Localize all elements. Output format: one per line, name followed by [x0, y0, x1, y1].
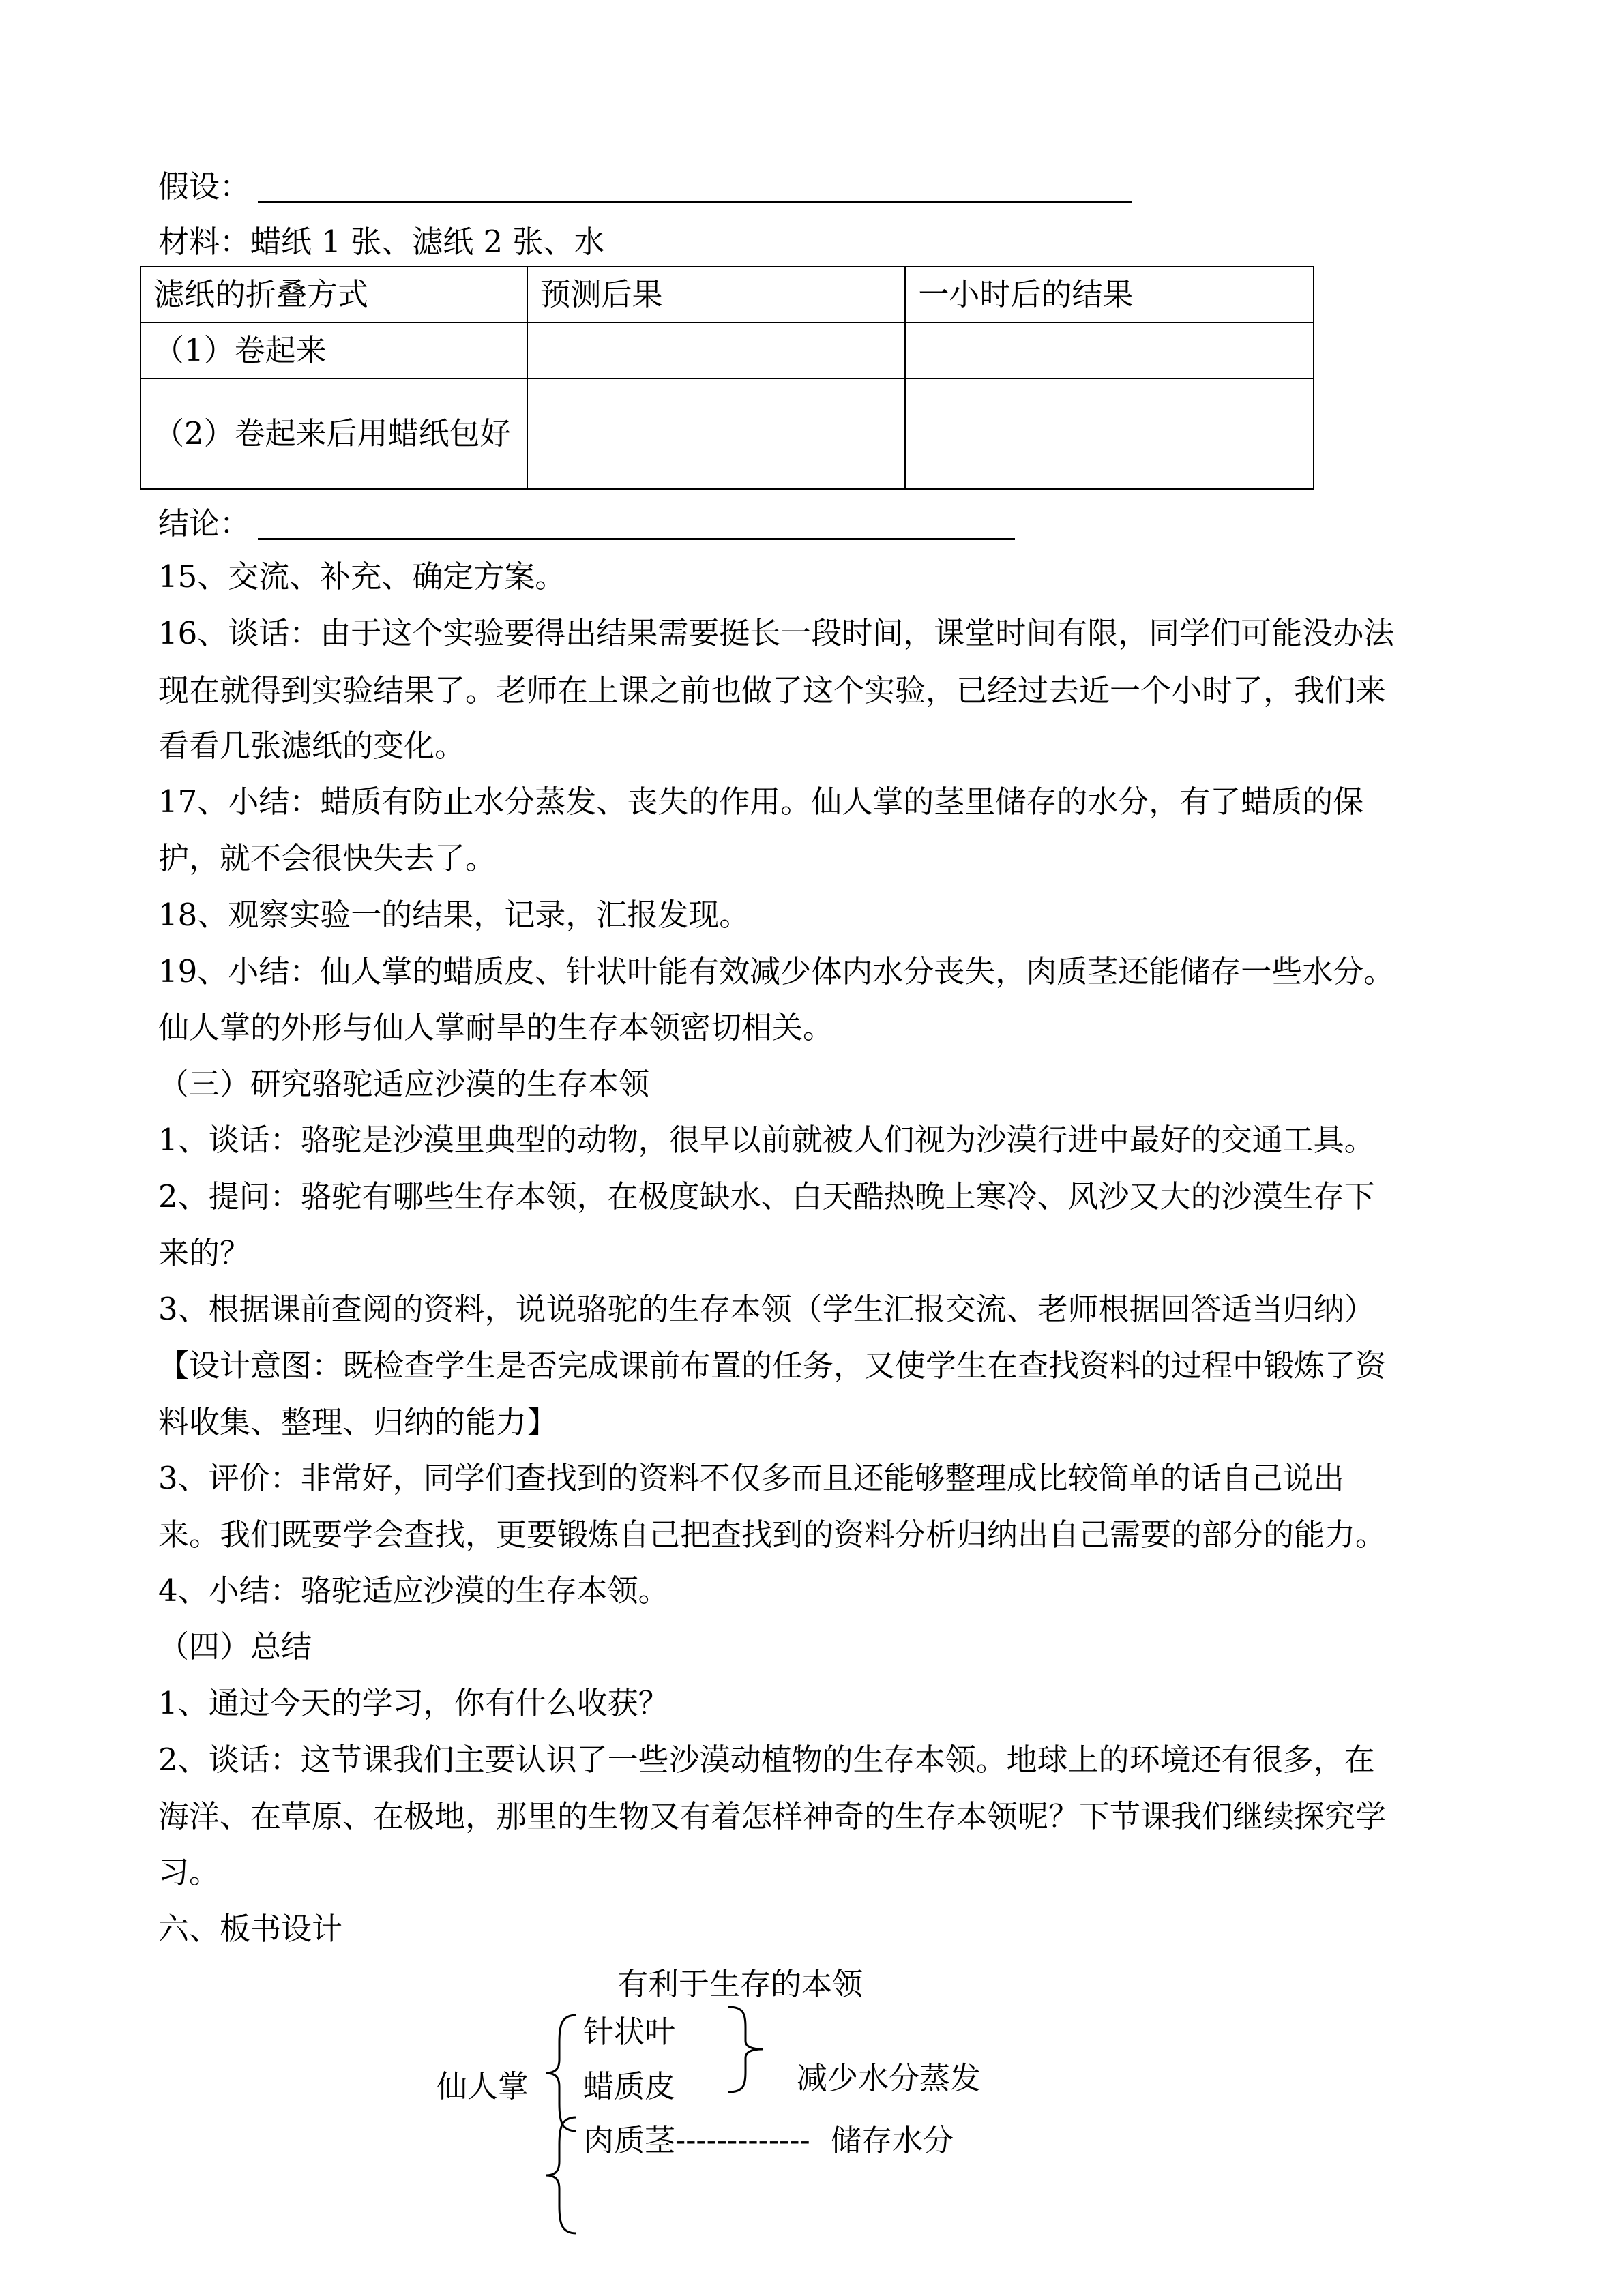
paragraph-line: 17、小结：蜡质有防止水分蒸发、丧失的作用。仙人掌的茎里储存的水分，有了蜡质的保 — [158, 784, 1364, 820]
section-heading: （三）研究骆驼适应沙漠的生存本领 — [158, 1066, 650, 1102]
board-item-waxy-skin: 蜡质皮 — [583, 2068, 676, 2104]
conclusion-label: 结论： — [158, 505, 251, 541]
paragraph-line: 海洋、在草原、在极地，那里的生物又有着怎样神奇的生存本领呢？下节课我们继续探究学 — [158, 1798, 1387, 1834]
section-heading: 六、板书设计 — [158, 1911, 343, 1947]
paragraph-line: 习。 — [158, 1854, 220, 1890]
section-heading: （四）总结 — [158, 1628, 312, 1665]
paragraph-line: 现在就得到实验结果了。老师在上课之前也做了这个实验，已经过去近一个小时了，我们来 — [158, 672, 1387, 709]
paragraph-line: 来。我们既要学会查找，更要锻炼自己把查找到的资料分析归纳出自己需要的部分的能力。 — [158, 1517, 1387, 1553]
paragraph-line: 19、小结：仙人掌的蜡质皮、针状叶能有效减少体内水分丧失，肉质茎还能储存一些水分。 — [158, 953, 1395, 989]
table-header-cell: 预测后果 — [527, 267, 906, 323]
conclusion-blank — [258, 538, 1015, 540]
hypothesis-label: 假设： — [158, 168, 251, 205]
paragraph-line: 2、提问：骆驼有哪些生存本领，在极度缺水、白天酷热晚上寒冷、风沙又大的沙漠生存下 — [158, 1178, 1375, 1214]
table-header-cell: 一小时后的结果 — [905, 267, 1314, 323]
paragraph-line: 看看几张滤纸的变化。 — [158, 728, 466, 764]
paragraph-line: 1、谈话：骆驼是沙漠里典型的动物，很早以前就被人们视为沙漠行进中最好的交通工具。 — [158, 1122, 1375, 1158]
table-cell — [905, 378, 1314, 489]
table-cell: （1）卷起来 — [141, 323, 527, 378]
right-brace-icon — [722, 2003, 769, 2096]
table-cell — [527, 378, 906, 489]
board-dashes: ------------- — [675, 2122, 810, 2158]
paragraph-line: 3、根据课前查阅的资料，说说骆驼的生存本领（学生汇报交流、老师根据回答适当归纳） — [158, 1291, 1375, 1327]
paragraph-line: 18、观察实验一的结果，记录，汇报发现。 — [158, 897, 750, 933]
table-row — [141, 323, 1314, 378]
paragraph-line: 16、谈话：由于这个实验要得出结果需要挺长一段时间，课堂时间有限，同学们可能没办法 — [158, 615, 1395, 651]
paragraph-line: 仙人掌的外形与仙人掌耐旱的生存本领密切相关。 — [158, 1009, 834, 1045]
left-brace-lower-icon — [542, 2114, 583, 2237]
paragraph-line: 1、通过今天的学习，你有什么收获？ — [158, 1685, 669, 1721]
paragraph-line: 护，就不会很快失去了。 — [158, 840, 497, 876]
table-cell — [527, 323, 906, 378]
table-header-cell: 滤纸的折叠方式 — [141, 267, 527, 323]
board-title: 有利于生存的本领 — [617, 1966, 863, 2002]
board-effect-stem: 储存水分 — [831, 2122, 954, 2158]
paragraph-line: 3、评价：非常好，同学们查找到的资料不仅多而且还能够整理成比较简单的话自己说出 — [158, 1460, 1344, 1496]
table-cell: （2）卷起来后用蜡纸包好 — [141, 378, 527, 489]
paragraph-line: 15、交流、补充、确定方案。 — [158, 558, 566, 595]
paragraph-line: 4、小结：骆驼适应沙漠的生存本领。 — [158, 1572, 669, 1609]
paragraph-line: 【设计意图：既检查学生是否完成课前布置的任务，又使学生在查找资料的过程中锻炼了资 — [158, 1347, 1387, 1384]
table-header-row — [141, 267, 1314, 323]
board-item-needle-leaf: 针状叶 — [583, 2014, 676, 2050]
table-row — [141, 378, 1314, 489]
paragraph-line: 来的？ — [158, 1235, 251, 1271]
board-item-fleshy-stem: 肉质茎 — [583, 2122, 676, 2158]
experiment-table — [140, 266, 1314, 490]
hypothesis-blank — [258, 201, 1132, 203]
paragraph-line: 料收集、整理、归纳的能力】 — [158, 1404, 558, 1440]
materials-line: 材料：蜡纸 1 张、滤纸 2 张、水 — [158, 224, 605, 260]
board-effect-group: 减少水分蒸发 — [797, 2060, 981, 2096]
paragraph-line: 2、谈话：这节课我们主要认识了一些沙漠动植物的生存本领。地球上的环境还有很多，在 — [158, 1742, 1375, 1778]
table-cell — [905, 323, 1314, 378]
board-subject: 仙人掌 — [437, 2068, 529, 2104]
